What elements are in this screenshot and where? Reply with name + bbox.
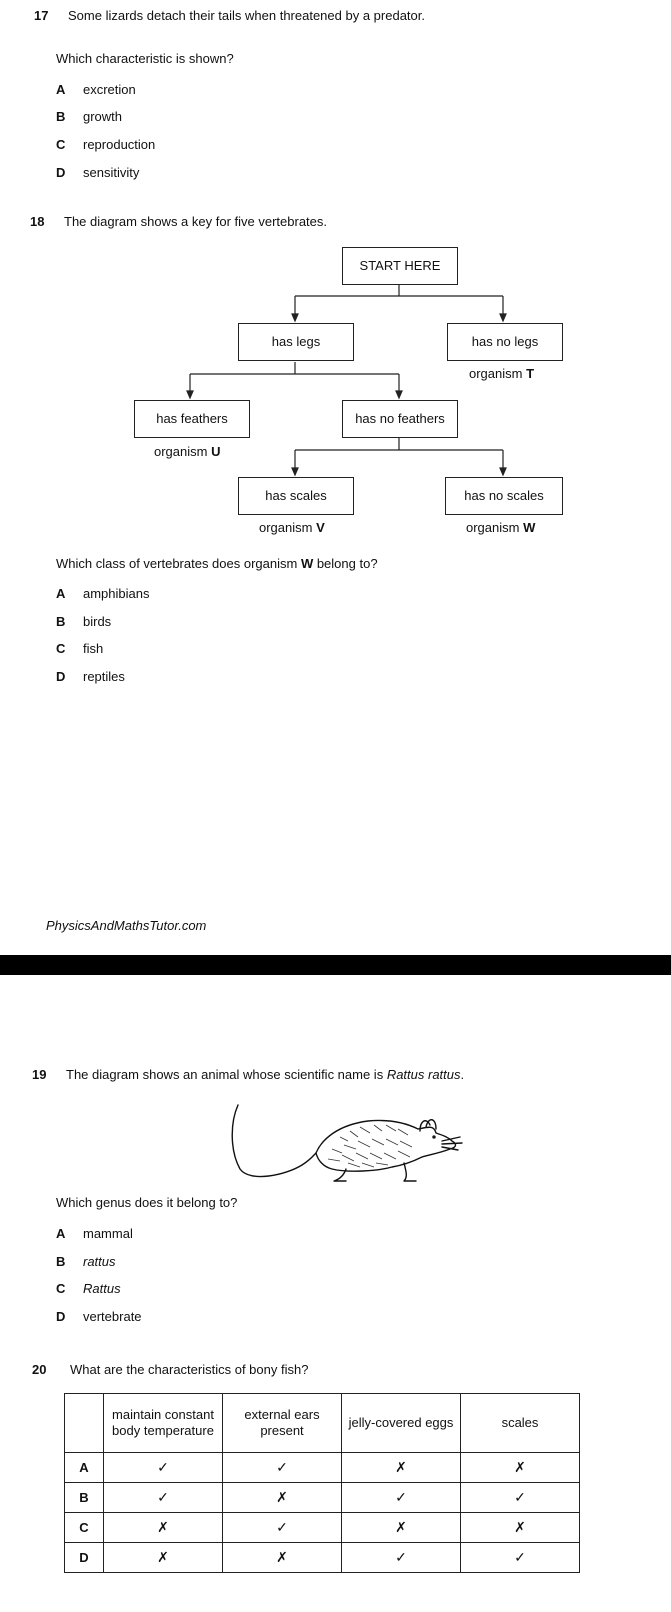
table-cell: ✓ — [104, 1483, 223, 1513]
table-cell: ✗ — [342, 1513, 461, 1543]
table-cell: ✓ — [342, 1483, 461, 1513]
q17-option-a-letter: A — [56, 82, 66, 97]
header-scales: scales — [461, 1394, 580, 1453]
q18-option-a-letter: A — [56, 586, 66, 601]
key-has-feathers-box: has feathers — [134, 400, 250, 438]
q19-number: 19 — [32, 1067, 47, 1082]
q17-option-b-letter: B — [56, 109, 66, 124]
header-constant-body-temperature: maintain constant body temperature — [104, 1394, 223, 1453]
row-letter: C — [65, 1513, 104, 1543]
table-cell: ✓ — [104, 1453, 223, 1483]
table-row — [65, 1513, 580, 1543]
q17-option-c-text: reproduction — [83, 137, 156, 152]
header-external-ears: external ears present — [223, 1394, 342, 1453]
q17-option-d-text: sensitivity — [83, 165, 140, 180]
row-letter: A — [65, 1453, 104, 1483]
table-cell: ✓ — [461, 1483, 580, 1513]
table-corner-cell — [65, 1394, 104, 1453]
key-has-no-feathers-box: has no feathers — [342, 400, 458, 438]
q19-option-a-text: mammal — [83, 1226, 133, 1241]
key-start-box: START HERE — [342, 247, 458, 285]
q19-option-d-text: vertebrate — [83, 1309, 142, 1324]
key-has-no-scales-box: has no scales — [445, 477, 563, 515]
q18-option-a-text: amphibians — [83, 586, 150, 601]
q17-prompt: Which characteristic is shown? — [56, 51, 234, 66]
q17-option-d-letter: D — [56, 165, 66, 180]
q20-question-text: What are the characteristics of bony fish? — [70, 1362, 309, 1377]
q17-option-b-text: growth — [83, 109, 123, 124]
q19-option-a-letter: A — [56, 1226, 66, 1241]
key-has-scales-box: has scales — [238, 477, 354, 515]
rat-illustration — [228, 1103, 468, 1183]
organism-v-label: organism V — [259, 520, 325, 535]
key-has-legs-box: has legs — [238, 323, 354, 361]
organism-t-label: organism T — [469, 366, 535, 381]
table-cell: ✓ — [223, 1453, 342, 1483]
table-row — [65, 1543, 580, 1573]
q18-number: 18 — [30, 214, 45, 229]
page-break-bar — [0, 955, 671, 975]
table-cell: ✓ — [342, 1543, 461, 1573]
q20-number: 20 — [32, 1362, 47, 1377]
q17-option-a-text: excretion — [83, 82, 136, 97]
q18-option-d-letter: D — [56, 669, 66, 684]
table-cell: ✗ — [104, 1513, 223, 1543]
table-cell: ✗ — [223, 1483, 342, 1513]
table-cell: ✓ — [223, 1513, 342, 1543]
table-cell: ✗ — [342, 1453, 461, 1483]
table-cell: ✗ — [104, 1543, 223, 1573]
q19-option-d-letter: D — [56, 1309, 66, 1324]
table-cell: ✗ — [223, 1543, 342, 1573]
q19-option-b-letter: B — [56, 1254, 66, 1269]
q19-question-text: The diagram shows an animal whose scientific name is Rattus rattus. — [66, 1067, 465, 1082]
q18-prompt: Which class of vertebrates does organism W belong to? — [56, 556, 378, 571]
dichotomous-key-lines — [0, 0, 671, 560]
q18-option-c-letter: C — [56, 641, 66, 656]
page-footer: PhysicsAndMathsTutor.com — [46, 918, 207, 933]
organism-w-label: organism W — [466, 520, 536, 535]
q18-option-c-text: fish — [83, 641, 104, 656]
table-cell: ✗ — [461, 1513, 580, 1543]
q18-option-b-text: birds — [83, 614, 112, 629]
q17-number: 17 — [34, 8, 49, 23]
q19-option-b-text: rattus — [83, 1254, 116, 1269]
q19-option-c-text: Rattus — [83, 1281, 121, 1296]
q19-prompt: Which genus does it belong to? — [56, 1195, 238, 1210]
table-row — [65, 1483, 580, 1513]
q18-option-d-text: reptiles — [83, 669, 125, 684]
header-jelly-covered-eggs: jelly-covered eggs — [342, 1394, 461, 1453]
table-cell: ✗ — [461, 1453, 580, 1483]
row-letter: D — [65, 1543, 104, 1573]
table-header-row — [65, 1394, 580, 1453]
q17-option-c-letter: C — [56, 137, 66, 152]
key-has-no-legs-box: has no legs — [447, 323, 563, 361]
q18-question-text: The diagram shows a key for five vertebrates. — [64, 214, 328, 229]
q19-option-c-letter: C — [56, 1281, 66, 1296]
q18-option-b-letter: B — [56, 614, 66, 629]
q17-question-text: Some lizards detach their tails when threatened by a predator. — [68, 8, 425, 23]
table-cell: ✓ — [461, 1543, 580, 1573]
table-row — [65, 1453, 580, 1483]
characteristics-table — [64, 1393, 580, 1573]
row-letter: B — [65, 1483, 104, 1513]
organism-u-label: organism U — [154, 444, 221, 459]
